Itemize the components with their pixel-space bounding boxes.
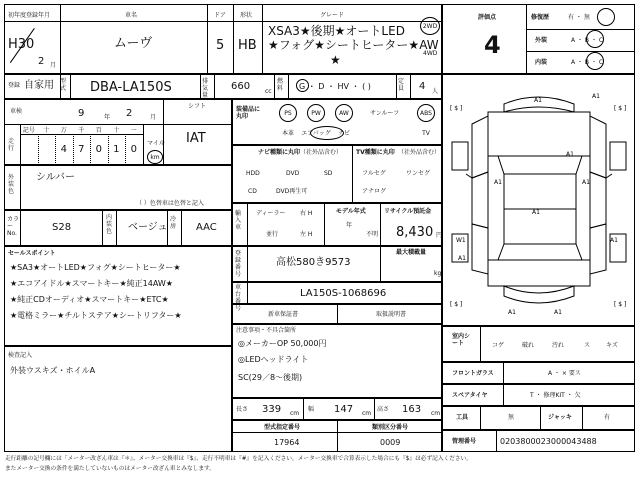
equipment-name: TV <box>422 130 430 137</box>
chassis-value: LA150S-1068696 <box>300 288 387 299</box>
tv-opt-full: フルセグ <box>362 170 386 177</box>
diagram-label-5: A1 <box>582 179 590 186</box>
height-unit: cm <box>431 410 441 417</box>
shift-value: IAT <box>186 131 206 146</box>
notes-line-2: ◎LEDヘッドライト <box>238 355 309 364</box>
grade-interior-b-circle <box>586 52 604 70</box>
navi-label: ナビ種類に丸印 <box>258 149 301 156</box>
diagram-legend-left: [ $ ] <box>450 105 463 112</box>
use-value: 自家用 <box>24 80 54 91</box>
diagram-label-8: A1 <box>458 255 466 262</box>
registration-label: 登録番号 <box>235 250 242 278</box>
exterior-note: （ ）色替車は色替と記入 <box>136 200 204 207</box>
door-label: ドア <box>214 12 226 19</box>
grade-label: グレード <box>320 12 345 19</box>
type-number-label: 型式指定番号 <box>264 424 301 431</box>
diagram-label-7: W1 <box>456 237 466 244</box>
equipment-code-circle: AW <box>335 104 353 122</box>
mileage-digit-label: 一 <box>130 127 137 134</box>
class-number-label: 類別区分番号 <box>372 424 409 431</box>
mileage-digit-label: 記号 <box>22 127 35 134</box>
ac-label: 冷房 <box>170 216 177 230</box>
navi-opt-dvd-play: DVD再生可 <box>276 188 308 195</box>
grade-interior-options: A ・ B ・ C <box>571 59 604 66</box>
capacity-label: 定員 <box>398 78 405 92</box>
diagram-legend-left-2: [ $ ] <box>450 301 463 308</box>
shift-label: シフト <box>188 103 207 110</box>
diagram-label-9: A1 <box>610 237 618 244</box>
mileage-label: 走行 <box>8 138 15 152</box>
grade-exterior-label: 外装 <box>535 37 548 44</box>
displacement-unit: cc <box>265 88 272 95</box>
management-value: 0203800023000043488 <box>500 437 597 446</box>
mileage-digit-value: 0 <box>130 144 137 155</box>
diagram-legend-right-2: [ $ ] <box>614 301 627 308</box>
recycle-unit: 円 <box>436 232 443 239</box>
navi-opt-cd: CD <box>248 188 257 195</box>
tools-value: 無 <box>508 414 515 421</box>
diagram-legend-right: [ $ ] <box>614 105 627 112</box>
model-value: DBA-LA150S <box>90 80 172 95</box>
mileage-digit-value: 1 <box>113 144 120 155</box>
jack-value: 有 <box>604 414 611 421</box>
tv-opt-analog: アナログ <box>362 188 387 195</box>
inspection-month: 2 <box>126 108 133 119</box>
front-glass-label: フロントガラス <box>452 370 494 377</box>
diagram-label-11: A1 <box>554 309 562 316</box>
equipment-label: 装備品に丸印 <box>236 106 261 120</box>
tv-label: TV種類に丸印 <box>356 149 395 156</box>
grade-interior-label: 内装 <box>535 59 548 66</box>
ac-value: AAC <box>196 222 217 233</box>
score-value: 4 <box>484 31 501 59</box>
first-reg-month-unit: 月 <box>50 62 57 69</box>
capacity-value: 4 <box>419 81 426 92</box>
management-label: 管理番号 <box>452 438 477 445</box>
navi-opt-hdd: HDD <box>246 170 260 177</box>
diagram-label-10: A1 <box>508 309 516 316</box>
equipment-code: サンルーフ <box>370 110 400 117</box>
grade-line-3: ★ <box>330 53 341 67</box>
displacement-value: 660 <box>231 81 251 92</box>
inspection-year-unit: 年 <box>104 114 111 121</box>
drive-4wd: 4WD <box>423 50 438 57</box>
load-unit: kg <box>434 270 442 277</box>
mileage-digit-value: 4 <box>60 144 67 155</box>
color-no-label: カラーNo. <box>7 216 20 237</box>
use-label: 登録 <box>8 82 21 89</box>
first-reg-label: 初年度登録年月 <box>8 12 51 19</box>
notes-line-3: SC(29／8～後期) <box>238 373 303 382</box>
capacity-unit: 人 <box>432 88 439 95</box>
diagram-label-6: A1 <box>532 209 540 216</box>
seat-opt-2: 破れ <box>522 342 535 349</box>
tv-opt-one: ワンセグ <box>406 170 431 177</box>
registration-value: 高松580き9573 <box>276 257 351 268</box>
mileage-digit-label: 十 <box>43 127 50 134</box>
interior-seat-label: 室内シート <box>452 333 471 347</box>
spare-tire-options: T ・ 修理KIT ・ 欠 <box>530 392 581 399</box>
inspection-label: 車検 <box>10 108 23 115</box>
seat-opt-3: 汚れ <box>552 342 565 349</box>
front-glass-options: A ・ × 要ス <box>548 370 581 377</box>
warranty-manual: 取扱説明書 <box>376 311 407 318</box>
navi-opt-dvd: DVD <box>286 170 300 177</box>
grade-line-2: ★フォグ★シートヒーター★AW <box>268 38 439 52</box>
grade-exterior-options: A ・ B ・ C <box>571 37 604 44</box>
sales-point-label: セールスポイント <box>8 250 56 257</box>
score-label: 評価点 <box>478 14 497 21</box>
recycle-value: 8,430 <box>396 225 434 240</box>
import-left: 左 H <box>300 231 313 238</box>
inspector-value: 外装ウスキズ・ホイルA <box>10 366 96 375</box>
class-number-value: 0009 <box>380 438 401 447</box>
width-unit: cm <box>362 410 372 417</box>
diagram-label-4: A1 <box>494 179 502 186</box>
diagram-label-3: A1 <box>566 151 574 158</box>
first-reg-month: 2 <box>38 56 45 67</box>
seat-opt-5: キズ <box>606 342 618 349</box>
fuel-options: G ・ D ・ HV ・ ( ) <box>299 82 371 91</box>
exterior-label: 外装色 <box>8 174 15 195</box>
interior-value: ベージュ <box>128 222 168 233</box>
import-dealer: ディーラー <box>256 210 286 217</box>
first-reg-year: H30 <box>8 37 35 52</box>
inspector-label: 検査記入 <box>8 352 33 359</box>
car-name: ムーヴ <box>114 36 153 51</box>
car-damage-diagram <box>442 74 635 326</box>
name-label: 車名 <box>125 12 138 19</box>
diagram-label-2: A1 <box>592 93 600 100</box>
mileage-unit-mile: マイル <box>147 140 165 147</box>
seat-opt-4: ス <box>584 342 591 349</box>
width-label: 幅 <box>308 406 315 413</box>
import-parallel: 並行 <box>266 231 279 238</box>
mileage-unit-km-circle: km <box>147 150 163 164</box>
sales-line-1: ★SA3★オートLED★フォグ★シートヒーター★ <box>10 263 181 272</box>
sales-line-4: ★電格ミラー★チルトステア★シートリフター★ <box>10 311 182 320</box>
chassis-label: 車台番号 <box>235 284 242 312</box>
mileage-digit-value: 0 <box>95 144 102 155</box>
model-label: 型式 <box>60 78 67 92</box>
footer-line-1: 走行距離の記号欄には「メーター改ざん車は『＊』、メーター交換車は『$』、走行不明車は『#』を記入ください。メーター交換車で合算表示した場合にも『$』は必ず記入ください。 <box>5 456 472 462</box>
import-label: 輸入車 <box>235 210 242 231</box>
color-no-value: S28 <box>52 222 72 233</box>
diagram-label-1: A1 <box>534 97 542 104</box>
equipment-airbag-circle <box>310 126 344 140</box>
height-value: 163 <box>402 404 422 415</box>
type-number-value: 17964 <box>274 438 300 447</box>
mileage-digit-label: 百 <box>95 127 102 134</box>
load-label: 最大積載量 <box>396 249 427 256</box>
warranty-new: 新車保証書 <box>268 311 299 318</box>
equipment-code-circle: PS <box>279 104 297 122</box>
notes-label: 注意事項・不具合箇所 <box>236 327 297 334</box>
equipment-name: エアバッグ <box>301 130 331 137</box>
recycle-label: リサイクル預託金 <box>384 208 432 215</box>
repair-label: 修復歴 <box>531 14 550 21</box>
equipment-code-circle: ABS <box>417 104 435 122</box>
footer-line-2: またメーター交換の条件を満たしていないものはメーター改ざん車とみなします。 <box>5 466 215 472</box>
grade-exterior-b-circle <box>586 30 604 48</box>
repair-options: 有 ・ 無 <box>568 14 590 21</box>
equipment-name: 本革 <box>281 130 294 137</box>
door-value: 5 <box>216 38 225 53</box>
seat-opt-1: コゲ <box>492 342 505 349</box>
import-right: 右 H <box>300 210 313 217</box>
inspection-month-unit: 月 <box>150 114 157 121</box>
sales-line-2: ★エコアイドル★スマートキー★純正14AW★ <box>10 279 173 288</box>
spare-tire-label: スペアタイヤ <box>452 392 488 399</box>
equipment-code-circle: PW <box>307 104 325 122</box>
inspection-year: 9 <box>78 108 85 119</box>
fuel-label: 燃料 <box>277 78 284 92</box>
tools-label: 工具 <box>456 414 469 421</box>
model-year-unit: 年 <box>346 222 353 229</box>
navi-opt-sd: SD <box>324 170 333 177</box>
width-value: 147 <box>334 404 354 415</box>
exterior-value: シルバー <box>36 172 76 183</box>
length-unit: cm <box>290 410 300 417</box>
grade-line-1: XSA3★後期★オートLED <box>268 24 405 38</box>
drive-2wd: 2WD <box>420 17 440 35</box>
equipment-name: ナビ <box>337 130 350 137</box>
notes-line-1: ◎メーカーOP 50,000円 <box>238 339 327 348</box>
mileage-digit-label: 十 <box>113 127 120 134</box>
model-year-unknown: 不明 <box>366 231 379 238</box>
navi-sub: （社外品含む） <box>300 149 343 156</box>
sales-line-3: ★純正CDオーディオ★スマートキー★ETC★ <box>10 295 169 304</box>
displacement-label: 排気量 <box>202 78 209 99</box>
mileage-digit-label: 万 <box>60 127 67 134</box>
mileage-digit-value: 7 <box>78 144 85 155</box>
shape-value: HB <box>238 38 257 53</box>
jack-label: ジャッキ <box>548 414 572 421</box>
interior-label: 内装色 <box>106 214 113 235</box>
shape-label: 形状 <box>240 12 253 19</box>
repair-none-circle <box>597 8 615 26</box>
length-label: 長さ <box>236 406 249 413</box>
height-label: 高さ <box>377 406 390 413</box>
mileage-digit-label: 千 <box>78 127 85 134</box>
model-year-label: モデル年式 <box>336 208 366 215</box>
length-value: 339 <box>262 404 282 415</box>
tv-sub: （社外品含む） <box>398 149 441 156</box>
